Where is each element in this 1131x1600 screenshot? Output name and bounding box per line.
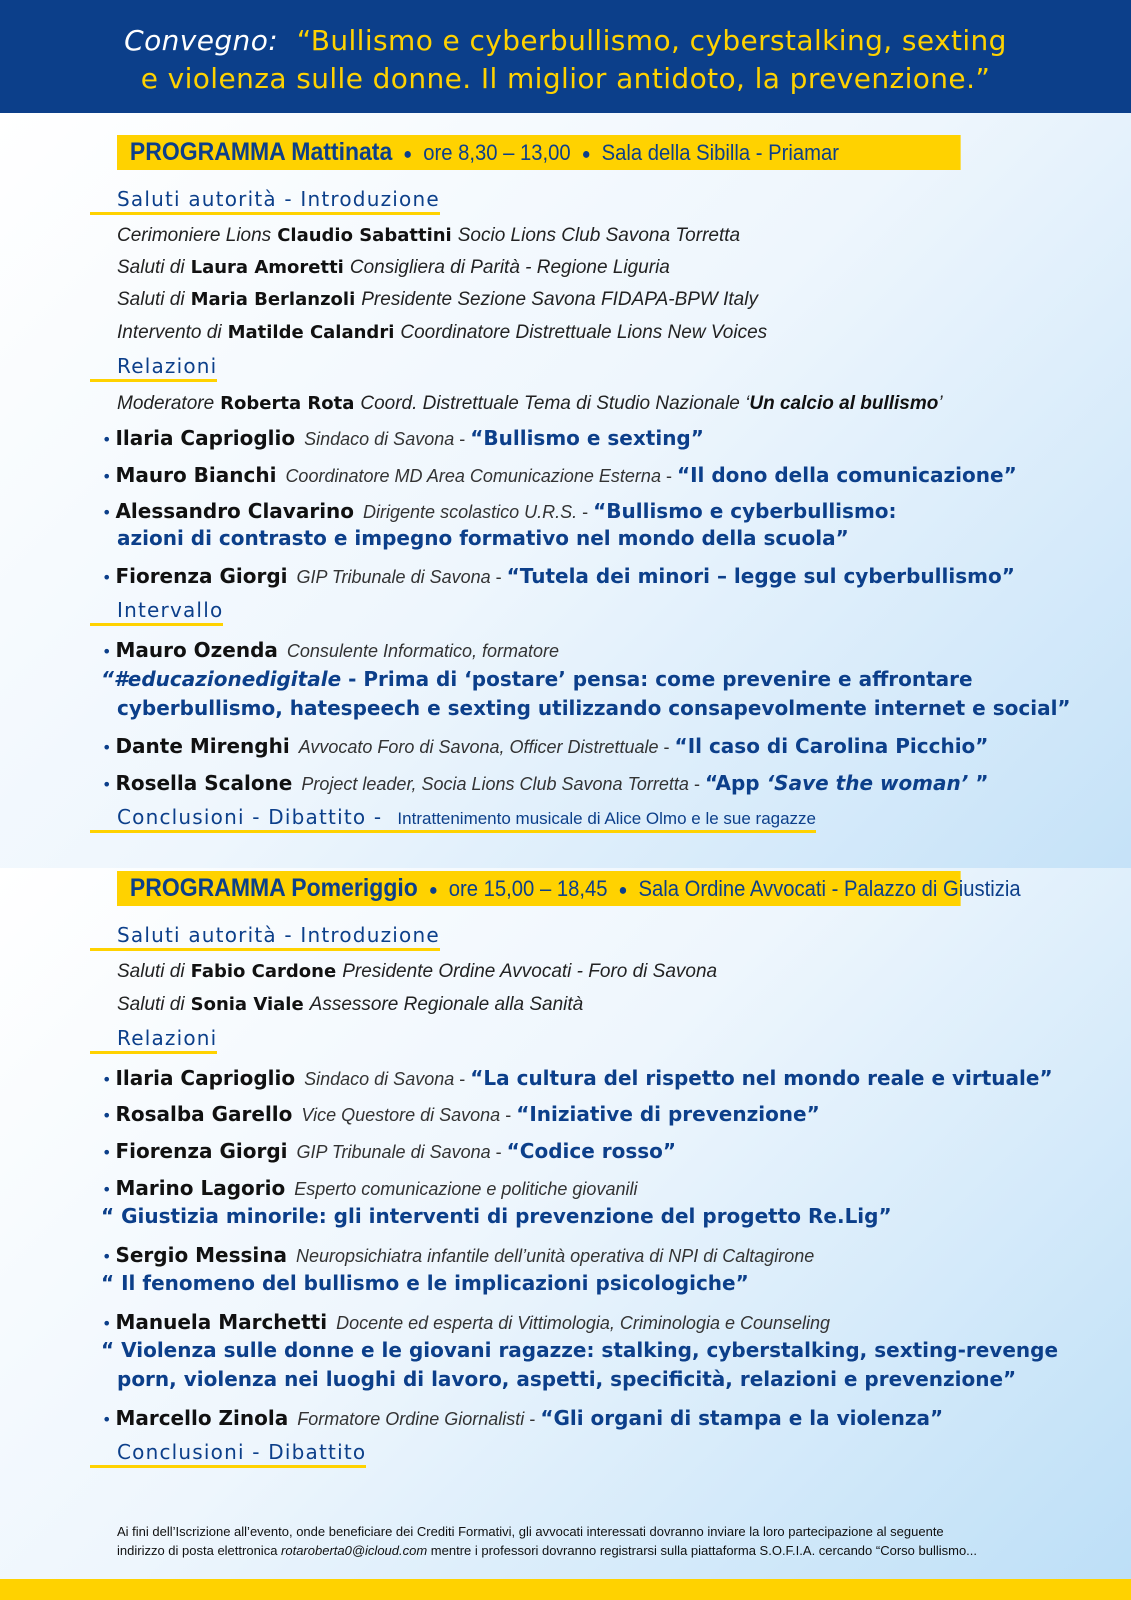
talk-item	[102, 638, 559, 662]
moderator-desc-end: ’	[938, 393, 943, 414]
bullet-icon: •	[102, 1106, 112, 1125]
speaker-name: Manuela Marchetti	[115, 1310, 328, 1334]
moderator-theme: Un calcio al bullismo	[749, 393, 939, 414]
header-line-1	[0, 22, 1131, 60]
section-heading-relazioni: Relazioni	[90, 1026, 217, 1054]
bullet-icon: •	[102, 1247, 112, 1266]
intro-desc: Coordinatore Distrettuale Lions New Voices	[400, 322, 768, 343]
section-heading-conclusioni: Conclusioni - Dibattito	[90, 1440, 366, 1468]
talk-title-italic: ‘Save the woman’	[766, 771, 969, 795]
bullet-icon: •	[102, 775, 112, 794]
talk-item	[102, 734, 988, 758]
dash: -	[505, 1105, 512, 1125]
intro-line	[117, 321, 767, 344]
intro-name: Maria Berlanzoli	[190, 289, 356, 310]
dash: -	[665, 466, 672, 486]
header-prefix: Convegno:	[124, 24, 279, 57]
dash: -	[459, 1069, 466, 1089]
header-title-1: “Bullismo e cyberbullismo, cyberstalking, sexting	[296, 24, 1007, 57]
speaker-desc: Consulente Informatico, formatore	[286, 641, 560, 661]
section-heading-intervallo: Intervallo	[90, 598, 223, 626]
intrattenimento-label: Intrattenimento musicale di Alice Olmo e le sue ragazze	[397, 809, 817, 828]
speaker-name: Mauro Ozenda	[115, 638, 278, 662]
header-title-2: e violenza sulle donne. Il miglior antidoto, la prevenzione.”	[140, 62, 991, 95]
speaker-desc: Docente ed esperta di Vittimologia, Criminologia e Counseling	[336, 1313, 831, 1333]
afternoon-program-title: PROGRAMMA Pomeriggio	[129, 874, 418, 902]
intro-line	[117, 288, 758, 311]
intro-role: Saluti di	[117, 994, 185, 1015]
intro-name: Laura Amoretti	[190, 257, 344, 278]
talk-title: “Il dono della comunicazione”	[676, 463, 1017, 487]
bullet-icon: •	[102, 467, 112, 486]
intro-role: Saluti di	[117, 289, 185, 310]
speaker-name: Mauro Bianchi	[115, 463, 277, 487]
talk-title-continuation: porn, violenza nei luoghi di lavoro, aspetti, specificità, relazioni e prevenzione”	[117, 1367, 1017, 1391]
afternoon-program-place: Sala Ordine Avvocati - Palazzo di Giustizia	[638, 876, 1021, 901]
dot-icon: ●	[403, 145, 413, 163]
intro-desc: Socio Lions Club Savona Torretta	[457, 225, 741, 246]
dot-icon: ●	[428, 881, 438, 899]
moderator-line	[117, 392, 943, 415]
dash: -	[582, 502, 589, 522]
section-heading-saluti: Saluti autorità - Introduzione	[90, 923, 440, 951]
speaker-desc: Formatore Ordine Giornalisti	[297, 1409, 525, 1429]
talk-title: “ Giustizia minorile: gli interventi di prevenzione del progetto Re.Lig”	[101, 1204, 892, 1228]
speaker-name: Rosella Scalone	[115, 771, 293, 795]
talk-title: “Bullismo e cyberbullismo:	[593, 499, 897, 523]
intro-desc: Assessore Regionale alla Sanità	[309, 994, 584, 1015]
speaker-desc: Dirigente scolastico U.R.S.	[363, 502, 578, 522]
dash: -	[495, 1142, 502, 1162]
speaker-desc: GIP Tribunale di Savona	[296, 567, 491, 587]
talk-title: “Tutela dei minori – legge sul cyberbullismo”	[506, 564, 1015, 588]
talk-item	[102, 499, 897, 523]
dash: -	[663, 737, 670, 757]
footer-line-1: Ai fini dell’Iscrizione all’evento, onde beneficiare dei Crediti Formativi, gli avvocati interessati dovranno inviare la loro partecipazione al seguente	[117, 1524, 944, 1539]
bullet-icon: •	[102, 1070, 112, 1089]
speaker-desc: Esperto comunicazione e politiche giovanili	[294, 1179, 638, 1199]
talk-title-end: ”	[968, 771, 989, 795]
moderator-name: Roberta Rota	[220, 393, 355, 414]
intro-role: Saluti di	[117, 961, 185, 982]
talk-title: “La cultura del rispetto nel mondo reale e virtuale”	[470, 1066, 1053, 1090]
talk-item	[102, 1243, 814, 1267]
talk-item	[102, 1406, 943, 1430]
speaker-name: Rosalba Garello	[115, 1102, 293, 1126]
talk-title: “App	[704, 771, 767, 795]
footer-note	[117, 1522, 1017, 1560]
intro-name: Sonia Viale	[190, 994, 304, 1015]
intro-desc: Consigliera di Parità - Regione Liguria	[349, 257, 670, 278]
intro-role: Cerimoniere Lions	[117, 225, 272, 246]
afternoon-program-time: ore 15,00 – 18,45	[448, 876, 608, 901]
talk-title: “Codice rosso”	[506, 1139, 677, 1163]
speaker-desc: Project leader, Socia Lions Club Savona Torretta	[301, 774, 689, 794]
morning-program-time: ore 8,30 – 13,00	[423, 140, 571, 165]
moderator-desc: Coord. Distrettuale Tema di Studio Nazionale ‘	[360, 393, 750, 414]
dash: -	[529, 1409, 536, 1429]
bullet-icon: •	[102, 1314, 112, 1333]
bullet-icon: •	[102, 1143, 112, 1162]
intro-name: Claudio Sabattini	[277, 225, 452, 246]
talk-title: “Iniziative di prevenzione”	[516, 1102, 820, 1126]
conclusioni-label: Conclusioni - Dibattito -	[117, 805, 383, 829]
moderator-role: Moderatore	[117, 393, 215, 414]
speaker-desc: Neuropsichiatra infantile dell’unità operativa di NPI di Caltagirone	[296, 1246, 815, 1266]
bullet-icon: •	[102, 738, 112, 757]
talk-item	[102, 1310, 830, 1334]
bullet-icon: •	[102, 568, 112, 587]
talk-item	[102, 771, 988, 795]
bullet-icon: •	[102, 1410, 112, 1429]
talk-hashtag: “#educazionedigitale	[101, 667, 342, 691]
speaker-name: Alessandro Clavarino	[115, 499, 355, 523]
speaker-desc: Vice Questore di Savona	[301, 1105, 501, 1125]
speaker-name: Ilaria Caprioglio	[115, 1066, 296, 1090]
talk-title-text: - Prima di ‘postare’ pensa: come prevenire e affrontare	[341, 667, 973, 691]
talk-item	[102, 1139, 676, 1163]
speaker-name: Fiorenza Giorgi	[115, 564, 288, 588]
speaker-desc: GIP Tribunale di Savona	[296, 1142, 491, 1162]
afternoon-program-bar	[117, 871, 1021, 906]
dash: -	[693, 774, 700, 794]
talk-title-continuation: cyberbullismo, hatespeech e sexting utilizzando consapevolmente internet e social”	[117, 696, 1071, 720]
talk-title: “Il caso di Carolina Picchio”	[674, 734, 989, 758]
speaker-desc: Avvocato Foro di Savona, Officer Distrettuale	[298, 737, 659, 757]
bullet-icon: •	[102, 1180, 112, 1199]
talk-item	[102, 426, 704, 450]
intro-line	[117, 960, 717, 983]
intro-desc: Presidente Sezione Savona FIDAPA-BPW Italy	[361, 289, 758, 310]
bullet-icon: •	[102, 503, 112, 522]
speaker-desc: Sindaco di Savona	[304, 1069, 455, 1089]
speaker-name: Fiorenza Giorgi	[115, 1139, 288, 1163]
talk-item	[102, 1176, 637, 1200]
morning-program-title: PROGRAMMA Mattinata	[129, 138, 393, 166]
speaker-name: Marcello Zinola	[115, 1406, 289, 1430]
speaker-name: Ilaria Caprioglio	[115, 426, 296, 450]
talk-item	[102, 564, 1015, 588]
intro-name: Fabio Cardone	[190, 961, 337, 982]
footer-email[interactable]: rotaroberta0@icloud.com	[281, 1543, 428, 1558]
section-heading-saluti: Saluti autorità - Introduzione	[90, 187, 440, 215]
intro-name: Matilde Calandri	[227, 322, 395, 343]
footer-line-2	[117, 1541, 1017, 1560]
dash: -	[495, 567, 502, 587]
talk-title: “ Il fenomeno del bullismo e le implicazioni psicologiche”	[101, 1271, 749, 1295]
talk-item	[102, 1066, 1053, 1090]
footer-text: mentre i professori dovranno registrarsi sulla piattaforma S.O.F.I.A. cercando “Corso bullismo...	[427, 1543, 978, 1558]
dot-icon: ●	[581, 145, 591, 163]
bullet-icon: •	[102, 642, 112, 661]
page-header	[0, 0, 1131, 113]
talk-title: “Bullismo e sexting”	[470, 426, 704, 450]
intro-desc: Presidente Ordine Avvocati - Foro di Savona	[342, 961, 718, 982]
section-heading-relazioni: Relazioni	[90, 354, 217, 382]
intro-line	[117, 993, 583, 1016]
intro-role: Saluti di	[117, 257, 185, 278]
talk-title-continuation: azioni di contrasto e impegno formativo nel mondo della scuola”	[117, 526, 849, 550]
talk-item	[102, 1102, 820, 1126]
speaker-name: Marino Lagorio	[115, 1176, 286, 1200]
intro-line	[117, 224, 740, 247]
intro-role: Intervento di	[117, 322, 222, 343]
bullet-icon: •	[102, 430, 112, 449]
talk-title: “Gli organi di stampa e la violenza”	[540, 1406, 944, 1430]
speaker-name: Dante Mirenghi	[115, 734, 290, 758]
section-heading-conclusioni	[90, 805, 816, 833]
bottom-strip	[0, 1579, 1131, 1600]
talk-title: “ Violenza sulle donne e le giovani ragazze: stalking, cyberstalking, sexting-revenge	[101, 1338, 1059, 1362]
talk-item	[102, 463, 1017, 487]
intro-line	[117, 256, 670, 279]
footer-text: indirizzo di posta elettronica	[117, 1543, 282, 1558]
speaker-name: Sergio Messina	[115, 1243, 288, 1267]
speaker-desc: Sindaco di Savona	[304, 429, 455, 449]
morning-program-bar	[117, 135, 961, 170]
talk-title	[101, 667, 973, 691]
dash: -	[459, 429, 466, 449]
speaker-desc: Coordinatore MD Area Comunicazione Esterna	[285, 466, 661, 486]
dot-icon: ●	[618, 881, 628, 899]
morning-program-place: Sala della Sibilla - Priamar	[601, 140, 839, 165]
